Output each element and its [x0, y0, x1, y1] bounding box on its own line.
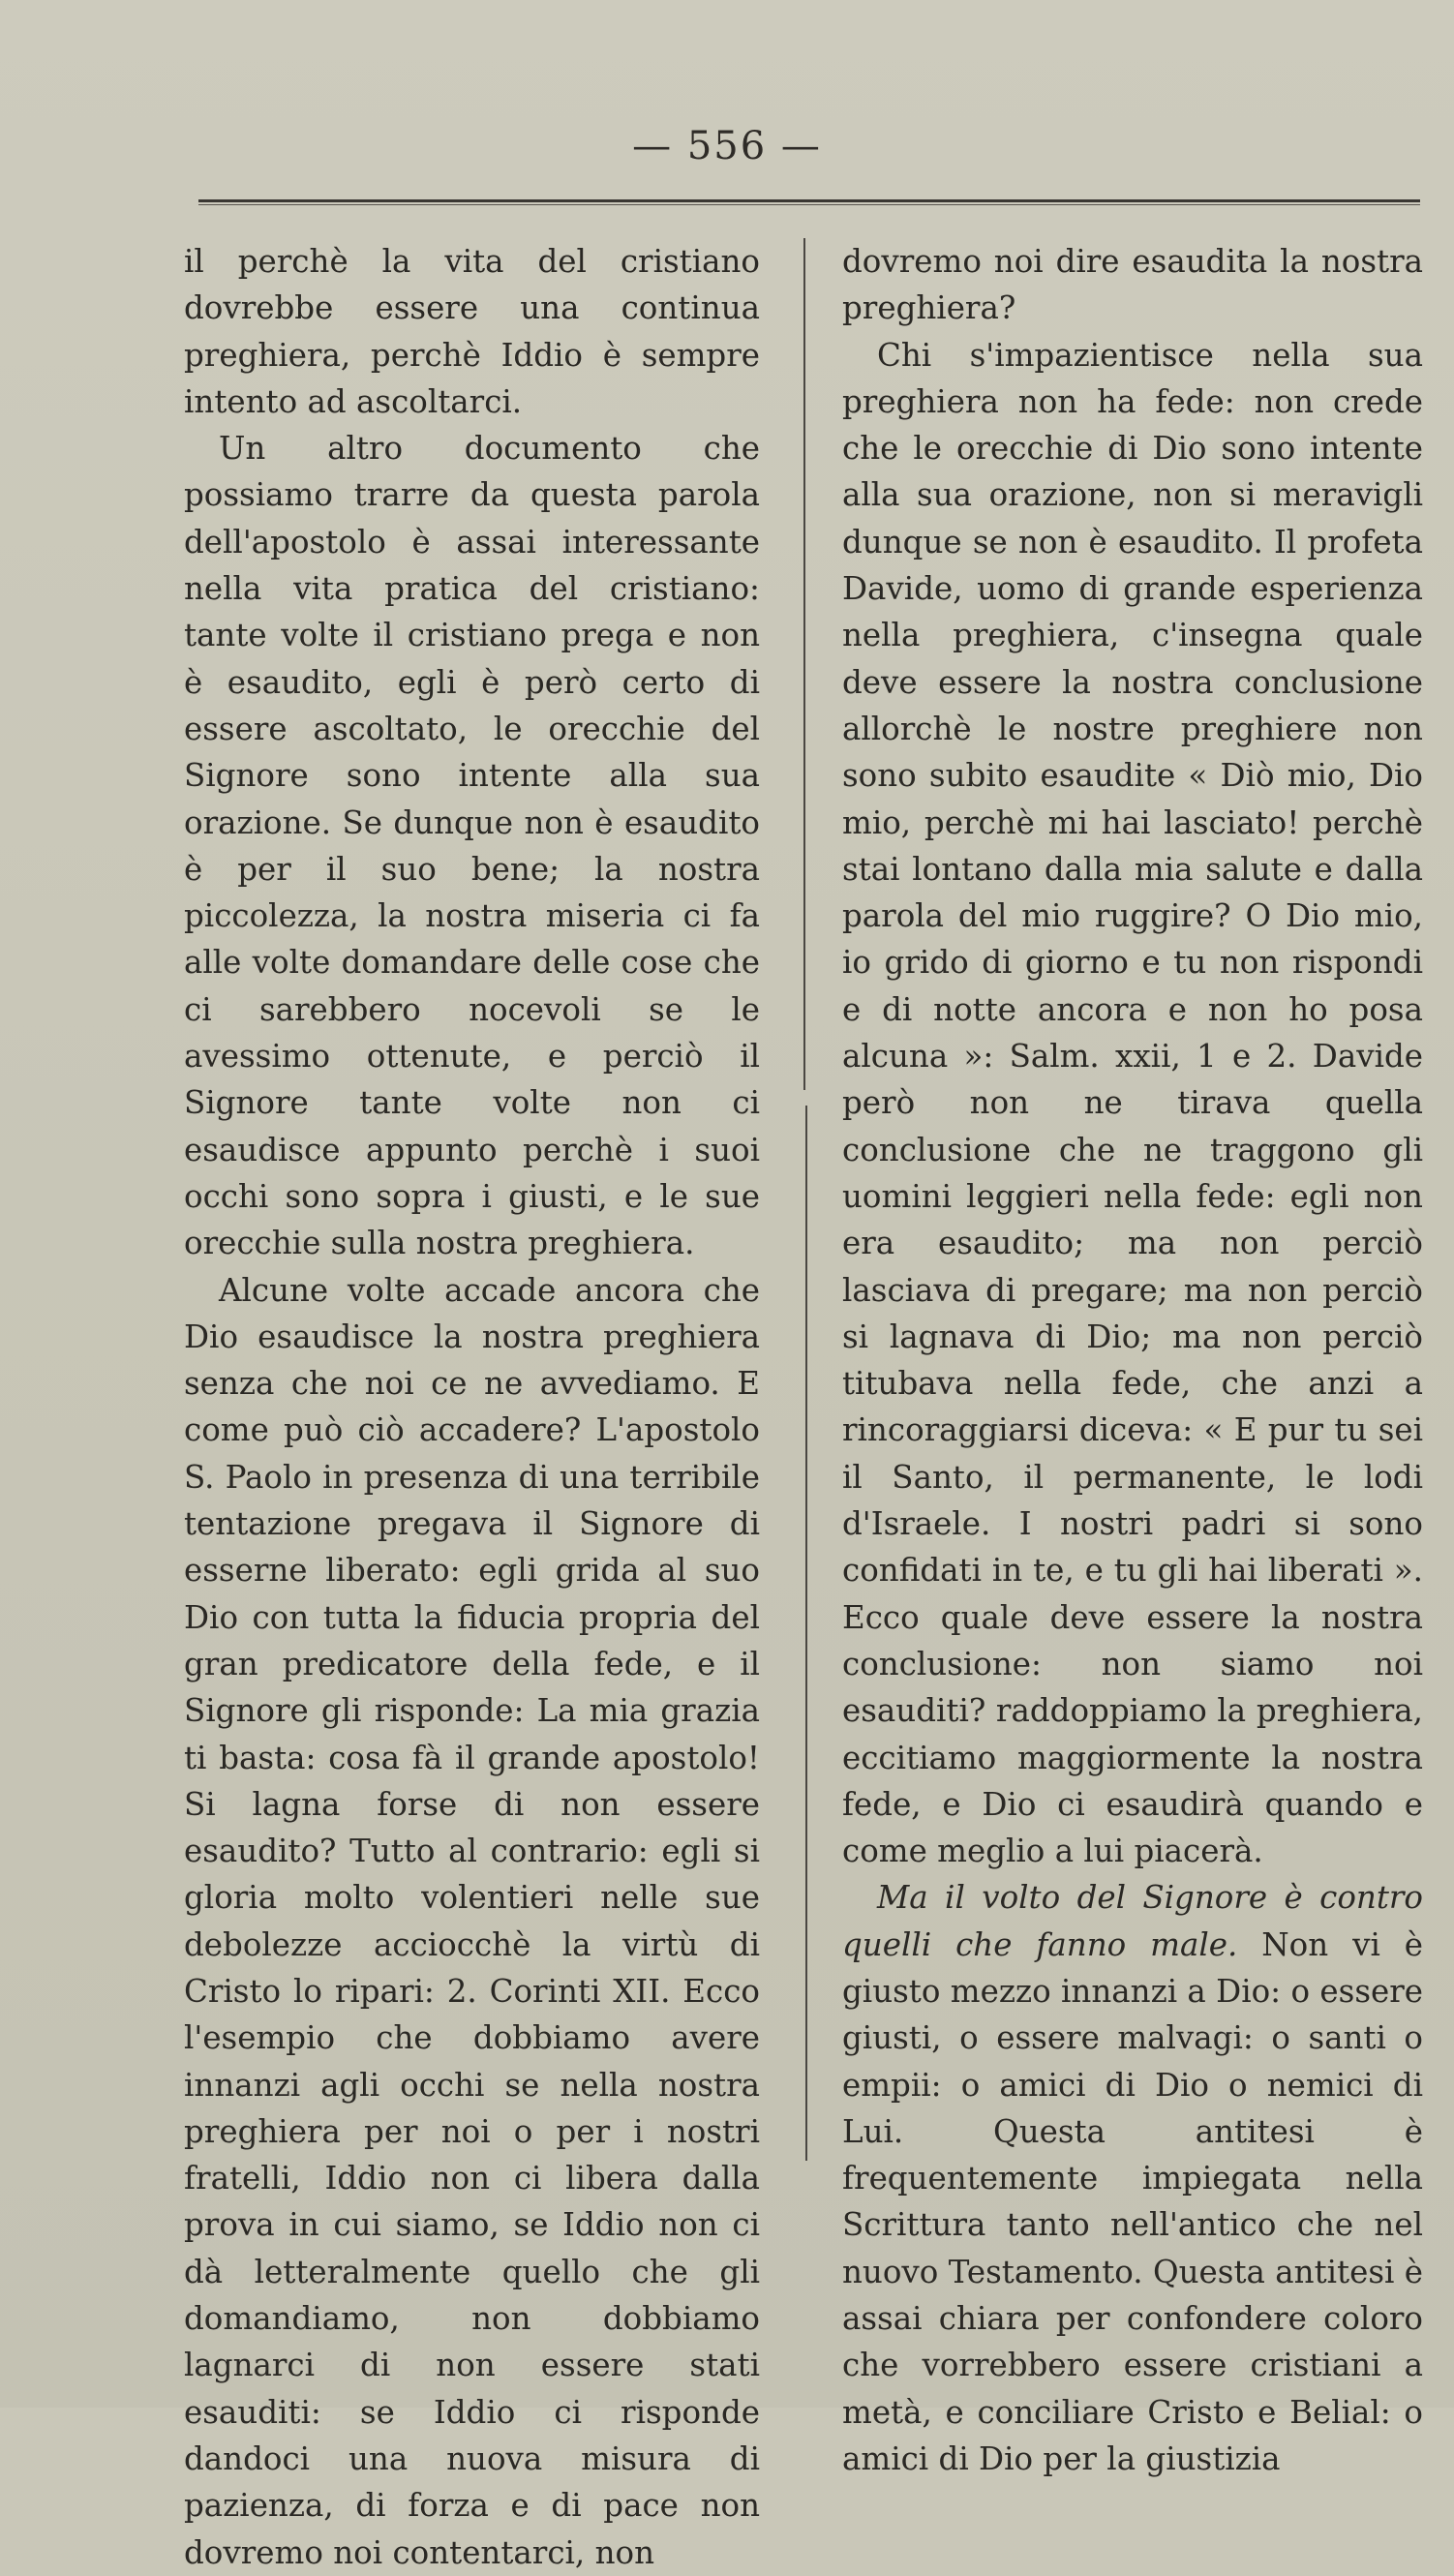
page-number: — 556 —	[632, 124, 822, 168]
paragraph: Un altro documento che possiamo trarre da questa parola dell'apostolo è assai interessante nella vita pratica del cristiano: tante volte il cristiano prega e non è esaudito, egli è però certo di essere ascoltato, le orecchie del Signore sono intente alla sua orazione. Se dunque non è esaudito è per il suo bene; la nostra piccolezza, la nostra miseria ci fa alle volte domandare delle cose che ci sarebbero nocevoli se le avessimo ottenute, e perciò il Signore tante volte non ci esaudisce appunto perchè i suoi occhi sono sopra i giusti, e le sue orecchie sulla nostra preghiera.	[184, 430, 760, 1262]
paragraph: Alcune volte accade ancora che Dio esaudisce la nostra preghiera senza che noi ce ne avvediamo. E come può ciò accadere? L'apostolo S. Paolo in presenza di una terribile tentazione pregava il Signore di esserne liberato: egli grida al suo Dio con tutta la fiducia propria del gran predicatore della fede, e il Signore gli risponde: La mia grazia ti basta: cosa fà il grande apostolo! Si lagna forse di non essere esaudito? Tutto al contrario: egli si gloria molto volentieri nelle sue debolezze acciocchè la virtù di Cristo lo ripari: 2. Corinti XII. Ecco l'esempio che dobbiamo avere innanzi agli occhi se nella nostra preghiera per noi o per i nostri fratelli, Iddio non ci libera dalla prova in cui siamo, se Iddio non ci dà letteralmente quello che gli domandiamo, non dobbiamo lagnarci di non essere stati esauditi: se Iddio ci risponde dandoci una nuova misura di pazienza, di forza e di pace non dovremo noi contentarci, non	[184, 1271, 760, 2571]
right-column	[842, 238, 1423, 2482]
paragraph: il perchè la vita del cristiano dovrebbe essere una continua preghiera, perchè Iddio è sempre intento ad ascoltarci.	[184, 243, 760, 420]
italic-quote: Ma il volto del Signore è contro quelli che fanno male.	[842, 1879, 1423, 1963]
left-column	[184, 238, 760, 2576]
paragraph: dovremo noi dire esaudita la nostra preghiera?	[842, 243, 1423, 327]
column-divider	[803, 238, 805, 1090]
header-rule	[198, 199, 1420, 205]
paragraph: Chi s'impazientisce nella sua preghiera non ha fede: non crede che le orecchie di Dio sono intente alla sua orazione, non si meravigli dunque se non è esaudito. Il profeta Davide, uomo di grande esperienza nella preghiera, c'insegna quale deve essere la nostra conclusione allorchè le nostre preghiere non sono subito esaudite « Diò mio, Dio mio, perchè mi hai lasciato! perchè stai lontano dalla mia salute e dalla parola del mio ruggire? O Dio mio, io grido di giorno e tu non rispondi e di notte ancora e non ho posa alcuna »: Salm. xxii, 1 e 2. Davide però non ne tirava quella conclusione che ne traggono gli uomini leggieri nella fede: egli non era esaudito; ma non perciò lasciava di pregare; ma non perciò si lagnava di Dio; ma non perciò titubava nella fede, che anzi a rincoraggiarsi diceva: « E pur tu sei il Santo, il permanente, le lodi d'Israele. I nostri padri si sono confidati in te, e tu gli hai liberati ». Ecco quale deve essere la nostra conclusione: non siamo noi esauditi? raddoppiamo la preghiera, eccitiamo maggiormente la nostra fede, e Dio ci esaudirà quando e come meglio a lui piacerà.	[842, 336, 1423, 1870]
column-divider	[805, 1106, 807, 2161]
paragraph-text: Non vi è giusto mezzo innanzi a Dio: o essere giusti, o essere malvagi: o santi o empii: o amici di Dio o nemici di Lui. Questa antitesi è frequentemente impiegata nella Scrittura tanto nell'antico che nel nuovo Testamento. Questa antitesi è assai chiara per confondere coloro che vorrebbero essere cristiani a metà, e conciliare Cristo e Belial: o amici di Dio per la giustizia	[842, 1925, 1424, 2477]
paragraph	[842, 1874, 1423, 2482]
